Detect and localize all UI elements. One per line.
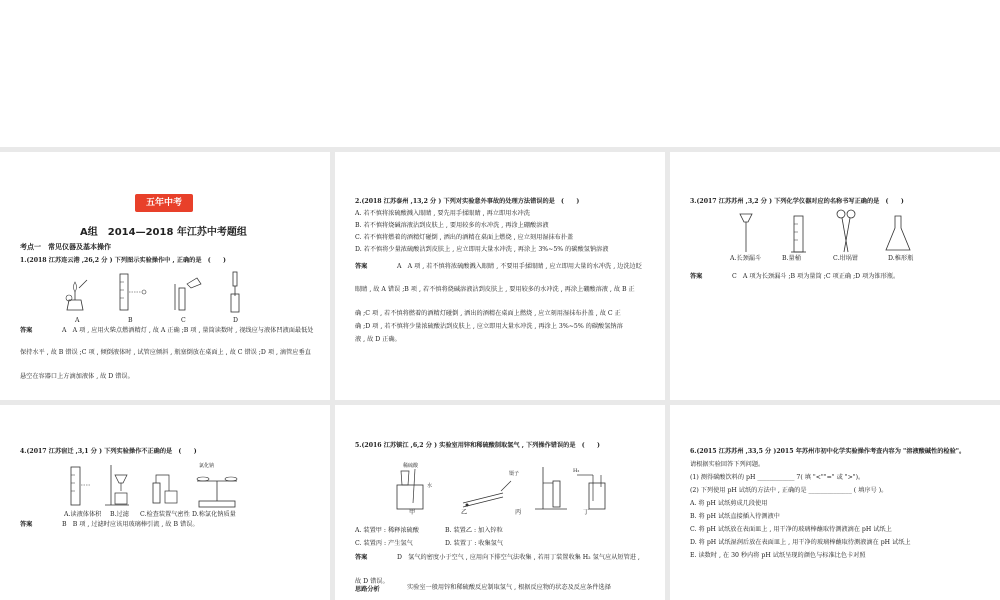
filtration-setup-icon bbox=[105, 465, 129, 505]
answer-label: 答案 bbox=[20, 327, 33, 334]
dropper-icon bbox=[231, 272, 239, 312]
analysis-label: 思路分析 bbox=[355, 586, 380, 593]
blank-top-area bbox=[0, 0, 1000, 147]
q6-option-b: B. 将 pH 试纸直接插入待测液中 bbox=[690, 513, 780, 520]
slide-2[interactable] bbox=[335, 152, 665, 400]
answer-line-3: 确 ;C 项 , 若不慎将燃着的酒精灯碰倒 , 洒出的酒精在桌面上燃烧 , 应立刻用湿抹布扑盖 , 故 C 正 bbox=[355, 310, 621, 317]
q6-line-3: (1) 测得碳酸饮料的 pH ____________ 7( 填 "<""=" 或 ">")。 bbox=[690, 474, 865, 481]
answer-text: B B 项 , 过滤时应该用玻璃棒引流 , 故 B 错误。 bbox=[62, 521, 199, 528]
part-bing: 丙 bbox=[515, 509, 522, 516]
answer-line-3: 悬空在容器口上方滴加液体 , 故 D 错误。 bbox=[20, 373, 134, 380]
tweezers-label: 镊子 bbox=[509, 471, 520, 477]
question-6: 6.(2015 江苏苏州 ,33,5 分 )2015 年苏州市初中化学实验操作考查内容为 "溶液酸碱性的检验"。 bbox=[690, 448, 966, 455]
question-1-figure bbox=[55, 270, 255, 318]
answer-text: C A 项为长颈漏斗 ;B 项为量筒 ;C 项正确 ;D 项为锥形瓶。 bbox=[732, 273, 900, 280]
question-2: 2.(2018 江苏泰州 ,13,2 分 ) 下列对实验意外事故的处理方法错误的是 ( ) bbox=[355, 198, 580, 205]
conical-flask-icon bbox=[886, 216, 910, 250]
option-b-label: B bbox=[128, 317, 133, 324]
choice-d: D. 若不慎将少量浓硫酸沾到皮肤上 , 应立即用大量水冲洗 , 再涂上 3%~5% 的碳酸氢钠溶液 bbox=[355, 246, 609, 253]
answer-line-5: 液 , 故 D 正确。 bbox=[355, 336, 401, 343]
q6-line-4: (2) 下列使用 pH 试纸的方法中 , 正确的是 ______________ ( 填序号 )。 bbox=[690, 487, 888, 494]
question-5: 5.(2016 江苏镇江 ,6,2 分 ) 实验室用锌和稀硫酸制取氢气 , 下列操作错误的是 ( ) bbox=[355, 442, 600, 449]
answer-line-2: 保持水平 , 故 B 错误 ;C 项 , 倾倒液体时 , 试管应倾斜 , 瓶塞倒放在桌面上 , 故 C 错误 ;D 项 , 滴管应垂直 bbox=[20, 349, 311, 356]
acid-label: 稀硫酸 bbox=[403, 463, 419, 469]
option-b-label: B.过滤 bbox=[110, 511, 129, 518]
analysis-text: 实验室一般用锌和稀硫酸反应制取氢气 , 根据反应物的状态及反应条件选择 bbox=[407, 584, 611, 591]
pouring-liquid-icon bbox=[175, 278, 201, 310]
water-label: 水 bbox=[427, 483, 433, 489]
question-4: 4.(2017 江苏宿迁 ,3,1 分 ) 下列实验操作不正确的是 ( ) bbox=[20, 448, 197, 455]
part-ding: 丁 bbox=[583, 509, 590, 516]
option-b-label: B.量桶 bbox=[782, 255, 801, 262]
answer-label: 答案 bbox=[690, 273, 703, 280]
slide-1[interactable] bbox=[0, 152, 330, 400]
answer-line-4: 确 ;D 项 , 若不慎将少量浓硫酸沾到皮肤上 , 应立即用大量水冲洗 , 再涂上 3%~5% 的碳酸氢钠溶 bbox=[355, 323, 623, 330]
group-title: A组 2014—2018 年江苏中考题组 bbox=[80, 227, 247, 238]
answer-line-2: 故 D 错误。 bbox=[355, 578, 389, 585]
graduated-cylinder-icon bbox=[791, 216, 806, 252]
option-c-label: C.坩埚钳 bbox=[833, 255, 859, 262]
question-4-figure bbox=[65, 461, 265, 511]
option-d-label: D.椎形瓶 bbox=[888, 255, 914, 262]
option-a-label: A.读液体体积 bbox=[64, 511, 102, 518]
gas-collection-bottle-icon bbox=[577, 475, 605, 509]
slide-5[interactable] bbox=[335, 405, 665, 600]
choice-c: C. 装置丙 : 产生氢气 bbox=[355, 540, 413, 547]
kaodian-heading: 考点一 常见仪器及基本操作 bbox=[20, 243, 111, 251]
q6-option-d: D. 将 pH 试纸湿润后放在表面皿上 , 用干净的玻璃棒蘸取待测液滴在 pH 试纸上 bbox=[690, 539, 911, 546]
choice-b: B. 若不慎将烧碱溶液沾到皮肤上 , 要用较多的水冲洗 , 再涂上硼酸溶液 bbox=[355, 222, 549, 229]
section-banner: 五年中考 bbox=[135, 194, 193, 212]
option-d-label: D bbox=[233, 317, 238, 324]
choice-c: C. 若不慎将燃着的酒精灯碰倒 , 洒出的酒精在桌面上燃烧 , 应立刻用湿抹布扑盖 bbox=[355, 234, 574, 241]
crucible-tongs-icon bbox=[837, 210, 855, 252]
answer-line-1: A A 项 , 应用火柴点燃酒精灯 , 故 A 正确 ;B 项 , 量筒读数时 , 视线应与液体凹液面最低处 bbox=[62, 327, 314, 334]
slide-6[interactable] bbox=[670, 405, 1000, 600]
slide-3[interactable] bbox=[670, 152, 1000, 400]
question-5-figure bbox=[393, 463, 613, 515]
answer-line-2: 眼睛 , 故 A 错误 ;B 项 , 若不慎将烧碱溶液沾到皮肤上 , 要用较多的水冲洗 , 再涂上硼酸溶液 , 故 B 正 bbox=[355, 286, 635, 293]
question-3-figure bbox=[730, 208, 930, 256]
q6-option-a: A. 将 pH 试纸剪成几段使用 bbox=[690, 500, 768, 507]
graduated-cylinder-icon bbox=[71, 467, 91, 505]
question-1: 1.(2018 江苏连云港 ,26,2 分 ) 下列图示实验操作中 , 正确的是 ( ) bbox=[20, 257, 226, 264]
part-yi: 乙 bbox=[461, 509, 468, 516]
choice-a: A. 若不慎将浓硫酸溅入眼睛 , 要先用手揉眼睛 , 再立即用水冲洗 bbox=[355, 210, 530, 217]
q6-option-c: C. 将 pH 试纸放在表面皿上 , 用干净的玻璃棒蘸取待测液滴在 pH 试纸上 bbox=[690, 526, 892, 533]
balance-scale-icon bbox=[197, 477, 237, 507]
part-jia: 甲 bbox=[409, 509, 416, 516]
graduated-cylinder-icon bbox=[120, 274, 146, 310]
q6-line-2: 请根据实验回答下列问题。 bbox=[690, 461, 765, 468]
option-a-label: A.长颈漏斗 bbox=[730, 255, 762, 262]
diluting-acid-icon bbox=[397, 469, 423, 509]
test-tube-zinc-icon bbox=[463, 481, 511, 507]
choice-d: D. 装置丁 : 收集氢气 bbox=[445, 540, 504, 547]
q6-option-e: E. 读数时 , 在 30 秒内将 pH 试纸呈现的颜色与标准比色卡对照 bbox=[690, 552, 866, 559]
answer-label: 答案 bbox=[355, 554, 368, 561]
answer-label: 答案 bbox=[20, 521, 33, 528]
answer-line-1: A A 项 , 若不慎将浓硫酸溅入眼睛 , 不要用手揉眼睛 , 应立即用大量的水冲洗 , 边洗边眨 bbox=[397, 263, 642, 270]
gas-label: H₂ bbox=[573, 468, 580, 474]
option-d-label: D.称氯化钠质量 bbox=[192, 511, 236, 518]
slide-4[interactable] bbox=[0, 405, 330, 600]
answer-line-1: D 氢气的密度小于空气 , 应用向下排空气法收集 , 若用丁装置收集 H₂ 氢气应从短管进 , bbox=[397, 554, 640, 561]
air-tightness-check-icon bbox=[153, 475, 177, 503]
scale-label: 氯化钠 bbox=[199, 463, 215, 469]
choice-a: A. 装置甲 : 稀释浓硫酸 bbox=[355, 527, 419, 534]
funnel-icon bbox=[740, 214, 752, 252]
answer-label: 答案 bbox=[355, 263, 368, 270]
option-c-label: C bbox=[181, 317, 186, 324]
question-3: 3.(2017 江苏苏州 ,3,2 分 ) 下列化学仪器对应的名称书写正确的是 ( ) bbox=[690, 198, 904, 205]
choice-b: B. 装置乙 : 加入锌粒 bbox=[445, 527, 503, 534]
option-c-label: C.检查装置气密性 bbox=[140, 511, 190, 518]
hydrogen-generator-icon bbox=[535, 467, 567, 509]
option-a-label: A bbox=[75, 317, 80, 324]
alcohol-lamp-icon bbox=[66, 280, 87, 310]
